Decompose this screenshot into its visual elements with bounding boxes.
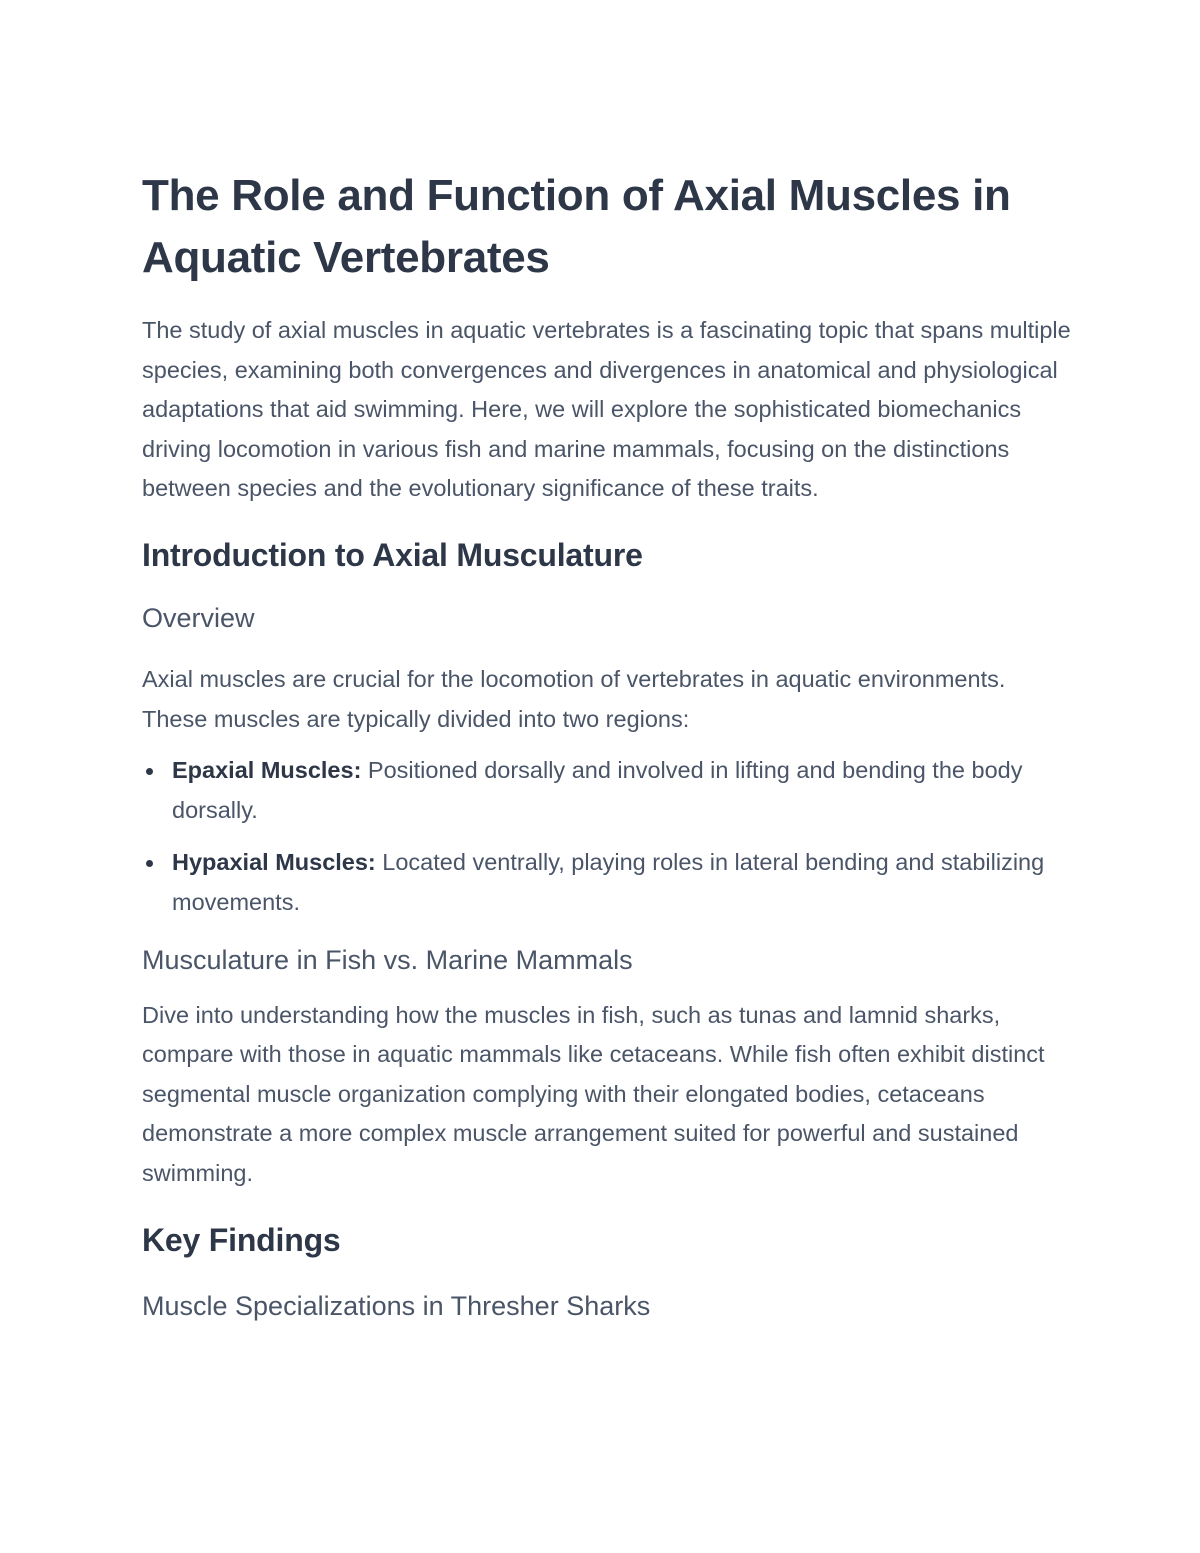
muscle-regions-list <box>142 751 1072 922</box>
definition-epaxial: Positioned dorsally and involved in lifting and bending the body dorsally. <box>172 757 1023 823</box>
subheading-fish-vs-mammals: Musculature in Fish vs. Marine Mammals <box>142 944 633 975</box>
list-item-hypaxial <box>142 843 1072 922</box>
bullet-icon <box>146 860 153 867</box>
list-item-epaxial <box>142 751 1072 830</box>
section-heading-introduction: Introduction to Axial Musculature <box>142 536 643 573</box>
subheading-overview: Overview <box>142 602 255 633</box>
bullet-icon <box>146 768 153 775</box>
comparison-paragraph: Dive into understanding how the muscles in fish, such as tunas and lamnid sharks, compare with those in aquatic mammals like cetaceans. While fish often exhibit distinct segmental muscle organization complying with their elongated bodies, cetaceans demonstrate a more complex muscle arrangement suited for powerful and sustained swimming. <box>142 1001 1045 1186</box>
intro-paragraph: The study of axial muscles in aquatic vertebrates is a fascinating topic that spans multiple species, examining both convergences and divergences in anatomical and physiological adaptations that aid swimming. Here, we will explore the sophisticated biomechanics driving locomotion in various fish and marine mammals, focusing on the distinctions between species and the evolutionary significance of these traits. <box>142 317 1071 502</box>
definition-hypaxial: Located ventrally, playing roles in lateral bending and stabilizing movements. <box>172 849 1045 915</box>
term-hypaxial: Hypaxial Muscles: <box>172 849 376 876</box>
document-title: The Role and Function of Axial Muscles in Aquatic Vertebrates <box>142 171 1011 282</box>
term-epaxial: Epaxial Muscles: <box>172 757 362 784</box>
overview-paragraph: Axial muscles are crucial for the locomotion of vertebrates in aquatic environments. These muscles are typically divided into two regions: <box>142 665 1006 732</box>
subheading-thresher-sharks: Muscle Specializations in Thresher Sharks <box>142 1290 651 1321</box>
document-page <box>142 165 1072 1325</box>
section-heading-key-findings: Key Findings <box>142 1221 341 1258</box>
